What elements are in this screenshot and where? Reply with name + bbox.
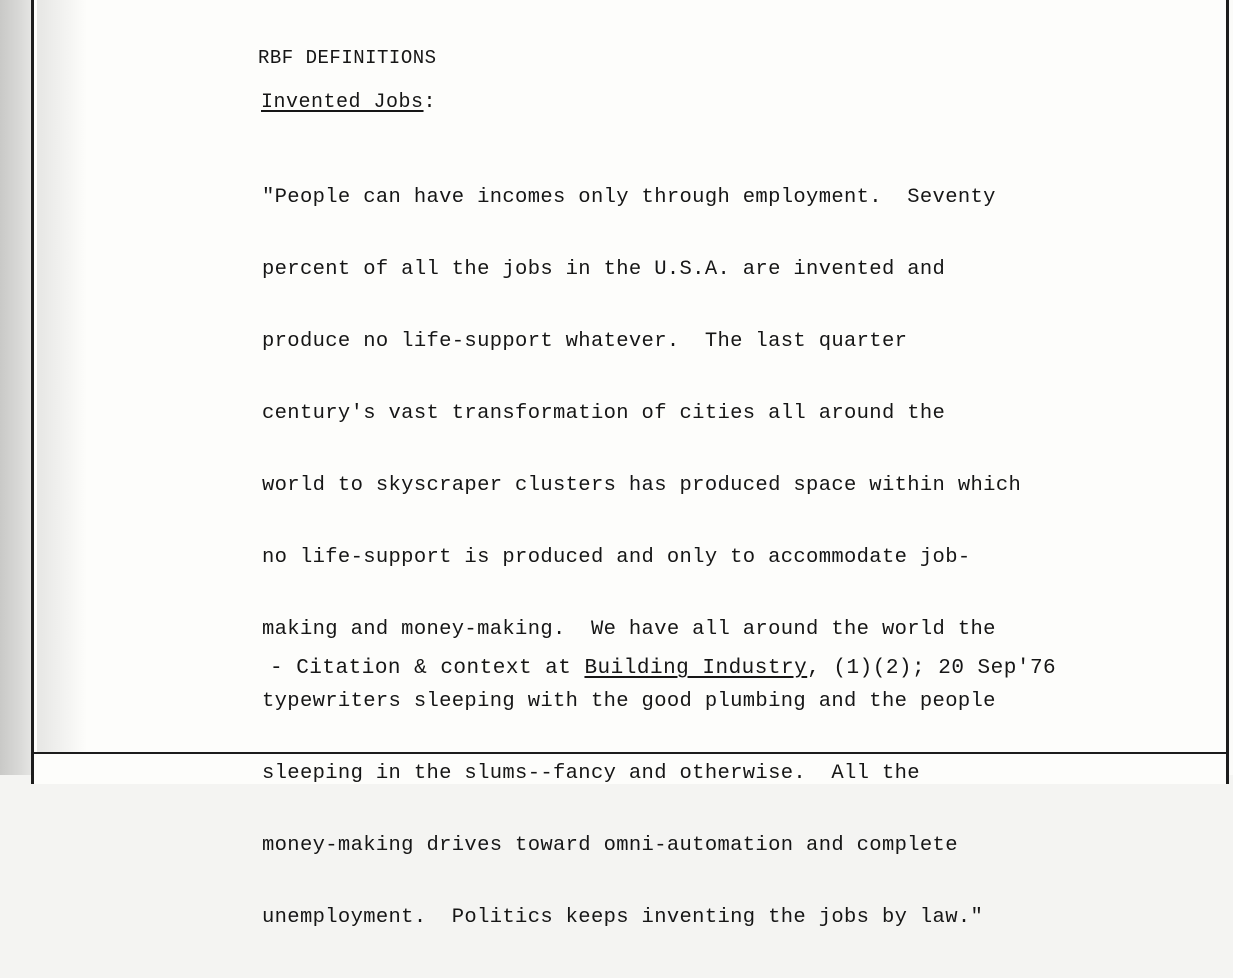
- quote-line: percent of all the jobs in the U.S.A. are invented and: [262, 258, 946, 281]
- citation-link[interactable]: Building Industry: [584, 657, 808, 680]
- term-title: [261, 91, 436, 114]
- quote-line: produce no life-support whatever. The last quarter: [262, 330, 908, 353]
- term-colon: :: [423, 91, 437, 114]
- quote-line: sleeping in the slums--fancy and otherwise. All the: [262, 762, 920, 785]
- quote-line: unemployment. Politics keeps inventing the jobs by law.": [262, 906, 984, 929]
- quote-line: century's vast transformation of cities all around the: [262, 402, 946, 425]
- quote-line: typewriters sleeping with the good plumbing and the people: [262, 690, 996, 713]
- citation-suffix: , (1)(2); 20 Sep'76: [807, 657, 1057, 680]
- card-heading: RBF DEFINITIONS: [258, 47, 437, 69]
- quote-line: no life-support is produced and only to accommodate job-: [262, 546, 971, 569]
- citation-line: [270, 657, 1056, 680]
- term-label: Invented Jobs: [261, 91, 424, 114]
- card-edge-fade: [37, 0, 87, 752]
- quote-line: making and money-making. We have all around the world the: [262, 618, 996, 641]
- definition-quote: [262, 138, 1142, 978]
- quote-line: "People can have incomes only through employment. Seventy: [262, 186, 996, 209]
- quote-line: money-making drives toward omni-automation and complete: [262, 834, 958, 857]
- citation-prefix: - Citation & context at: [270, 657, 585, 680]
- quote-line: world to skyscraper clusters has produced space within which: [262, 474, 1022, 497]
